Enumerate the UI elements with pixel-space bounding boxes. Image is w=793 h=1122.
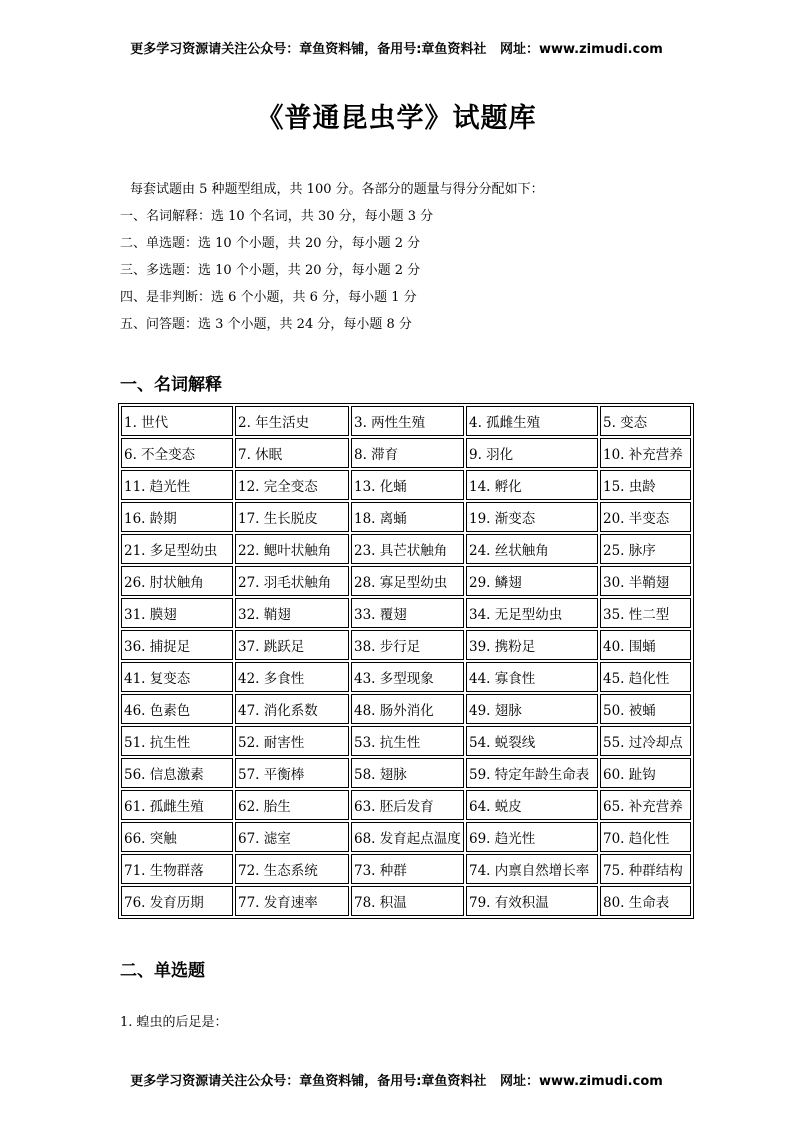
term-cell: 32. 鞘翅 [235, 598, 349, 628]
table-row [121, 694, 691, 724]
term-cell: 57. 平衡棒 [235, 758, 349, 788]
term-cell: 16. 龄期 [121, 502, 233, 532]
term-cell: 7. 休眠 [235, 438, 349, 468]
table-row [121, 438, 691, 468]
term-cell: 46. 色素色 [121, 694, 233, 724]
term-cell: 11. 趋光性 [121, 470, 233, 500]
term-cell: 23. 具芒状触角 [351, 534, 464, 564]
section-heading-single-choice: 二、单选题 [120, 961, 205, 981]
term-cell: 5. 变态 [600, 406, 691, 436]
table-row [121, 886, 691, 916]
header-banner: 更多学习资源请关注公众号：章鱼资料铺，备用号:章鱼资料社 网址：www.zimudi.com [130, 42, 663, 57]
term-cell: 24. 丝状触角 [466, 534, 598, 564]
term-cell: 43. 多型现象 [351, 662, 464, 692]
intro-line: 四、是非判断：选 6 个小题，共 6 分，每小题 1 分 [120, 290, 417, 305]
term-cell: 13. 化蛹 [351, 470, 464, 500]
term-cell: 47. 消化系数 [235, 694, 349, 724]
term-cell: 18. 离蛹 [351, 502, 464, 532]
term-cell: 67. 滤室 [235, 822, 349, 852]
term-cell: 1. 世代 [121, 406, 233, 436]
term-cell: 28. 寡足型幼虫 [351, 566, 464, 596]
intro-block [120, 181, 544, 343]
term-cell: 26. 肘状触角 [121, 566, 233, 596]
section-heading-terms: 一、名词解释 [120, 375, 222, 395]
term-cell: 71. 生物群落 [121, 854, 233, 884]
term-cell: 80. 生命表 [600, 886, 691, 916]
term-cell: 75. 种群结构 [600, 854, 691, 884]
term-cell: 49. 翅脉 [466, 694, 598, 724]
term-cell: 20. 半变态 [600, 502, 691, 532]
term-cell: 64. 蜕皮 [466, 790, 598, 820]
table-row [121, 726, 691, 756]
term-cell: 29. 鳞翅 [466, 566, 598, 596]
term-cell: 36. 捕捉足 [121, 630, 233, 660]
term-cell: 45. 趋化性 [600, 662, 691, 692]
term-cell: 31. 膜翅 [121, 598, 233, 628]
intro-line: 二、单选题：选 10 个小题，共 20 分，每小题 2 分 [120, 236, 421, 251]
term-cell: 33. 覆翅 [351, 598, 464, 628]
term-cell: 69. 趋光性 [466, 822, 598, 852]
term-cell: 72. 生态系统 [235, 854, 349, 884]
term-cell: 25. 脉序 [600, 534, 691, 564]
term-cell: 27. 羽毛状触角 [235, 566, 349, 596]
term-cell: 12. 完全变态 [235, 470, 349, 500]
term-cell: 53. 抗生性 [351, 726, 464, 756]
term-cell: 51. 抗生性 [121, 726, 233, 756]
term-cell: 50. 被蛹 [600, 694, 691, 724]
term-cell: 56. 信息激素 [121, 758, 233, 788]
intro-line: 每套试题由 5 种题型组成，共 100 分。各部分的题量与得分分配如下： [130, 182, 544, 197]
term-cell: 62. 胎生 [235, 790, 349, 820]
term-cell: 35. 性二型 [600, 598, 691, 628]
term-cell: 55. 过冷却点 [600, 726, 691, 756]
footer-banner: 更多学习资源请关注公众号：章鱼资料铺，备用号:章鱼资料社 网址：www.zimudi.com [130, 1074, 663, 1089]
term-cell: 17. 生长脱皮 [235, 502, 349, 532]
term-cell: 68. 发育起点温度 [351, 822, 464, 852]
page-title: 《普通昆虫学》试题库 [256, 103, 537, 134]
term-cell: 73. 种群 [351, 854, 464, 884]
term-cell: 41. 复变态 [121, 662, 233, 692]
term-cell: 8. 滞育 [351, 438, 464, 468]
table-row [121, 790, 691, 820]
term-cell: 34. 无足型幼虫 [466, 598, 598, 628]
table-row [121, 534, 691, 564]
term-cell: 14. 孵化 [466, 470, 598, 500]
term-cell: 76. 发育历期 [121, 886, 233, 916]
table-row [121, 662, 691, 692]
table-row [121, 822, 691, 852]
table-row [121, 854, 691, 884]
terms-table [118, 403, 694, 919]
term-cell: 74. 内禀自然增长率 [466, 854, 598, 884]
term-cell: 15. 虫龄 [600, 470, 691, 500]
table-row [121, 502, 691, 532]
intro-line: 三、多选题：选 10 个小题，共 20 分，每小题 2 分 [120, 263, 421, 278]
term-cell: 59. 特定年龄生命表 [466, 758, 598, 788]
term-cell: 52. 耐害性 [235, 726, 349, 756]
table-row [121, 566, 691, 596]
intro-line: 五、问答题：选 3 个小题，共 24 分，每小题 8 分 [120, 317, 412, 332]
term-cell: 6. 不全变态 [121, 438, 233, 468]
term-cell: 39. 携粉足 [466, 630, 598, 660]
term-cell: 66. 突触 [121, 822, 233, 852]
term-cell: 48. 肠外消化 [351, 694, 464, 724]
term-cell: 65. 补充营养 [600, 790, 691, 820]
term-cell: 77. 发育速率 [235, 886, 349, 916]
terms-table-body [121, 406, 691, 916]
term-cell: 9. 羽化 [466, 438, 598, 468]
table-row [121, 630, 691, 660]
term-cell: 70. 趋化性 [600, 822, 691, 852]
term-cell: 42. 多食性 [235, 662, 349, 692]
term-cell: 63. 胚后发育 [351, 790, 464, 820]
term-cell: 3. 两性生殖 [351, 406, 464, 436]
term-cell: 10. 补充营养 [600, 438, 691, 468]
term-cell: 54. 蜕裂线 [466, 726, 598, 756]
question-1: 1. 蝗虫的后足是： [120, 1015, 228, 1030]
term-cell: 40. 围蛹 [600, 630, 691, 660]
term-cell: 79. 有效积温 [466, 886, 598, 916]
table-row [121, 758, 691, 788]
term-cell: 38. 步行足 [351, 630, 464, 660]
term-cell: 2. 年生活史 [235, 406, 349, 436]
term-cell: 21. 多足型幼虫 [121, 534, 233, 564]
term-cell: 30. 半鞘翅 [600, 566, 691, 596]
term-cell: 37. 跳跃足 [235, 630, 349, 660]
term-cell: 60. 趾钩 [600, 758, 691, 788]
term-cell: 19. 渐变态 [466, 502, 598, 532]
term-cell: 4. 孤雌生殖 [466, 406, 598, 436]
term-cell: 61. 孤雌生殖 [121, 790, 233, 820]
table-row [121, 406, 691, 436]
term-cell: 22. 鳃叶状触角 [235, 534, 349, 564]
term-cell: 44. 寡食性 [466, 662, 598, 692]
term-cell: 78. 积温 [351, 886, 464, 916]
term-cell: 58. 翅脉 [351, 758, 464, 788]
table-row [121, 598, 691, 628]
table-row [121, 470, 691, 500]
intro-line: 一、名词解释：选 10 个名词，共 30 分，每小题 3 分 [120, 209, 434, 224]
